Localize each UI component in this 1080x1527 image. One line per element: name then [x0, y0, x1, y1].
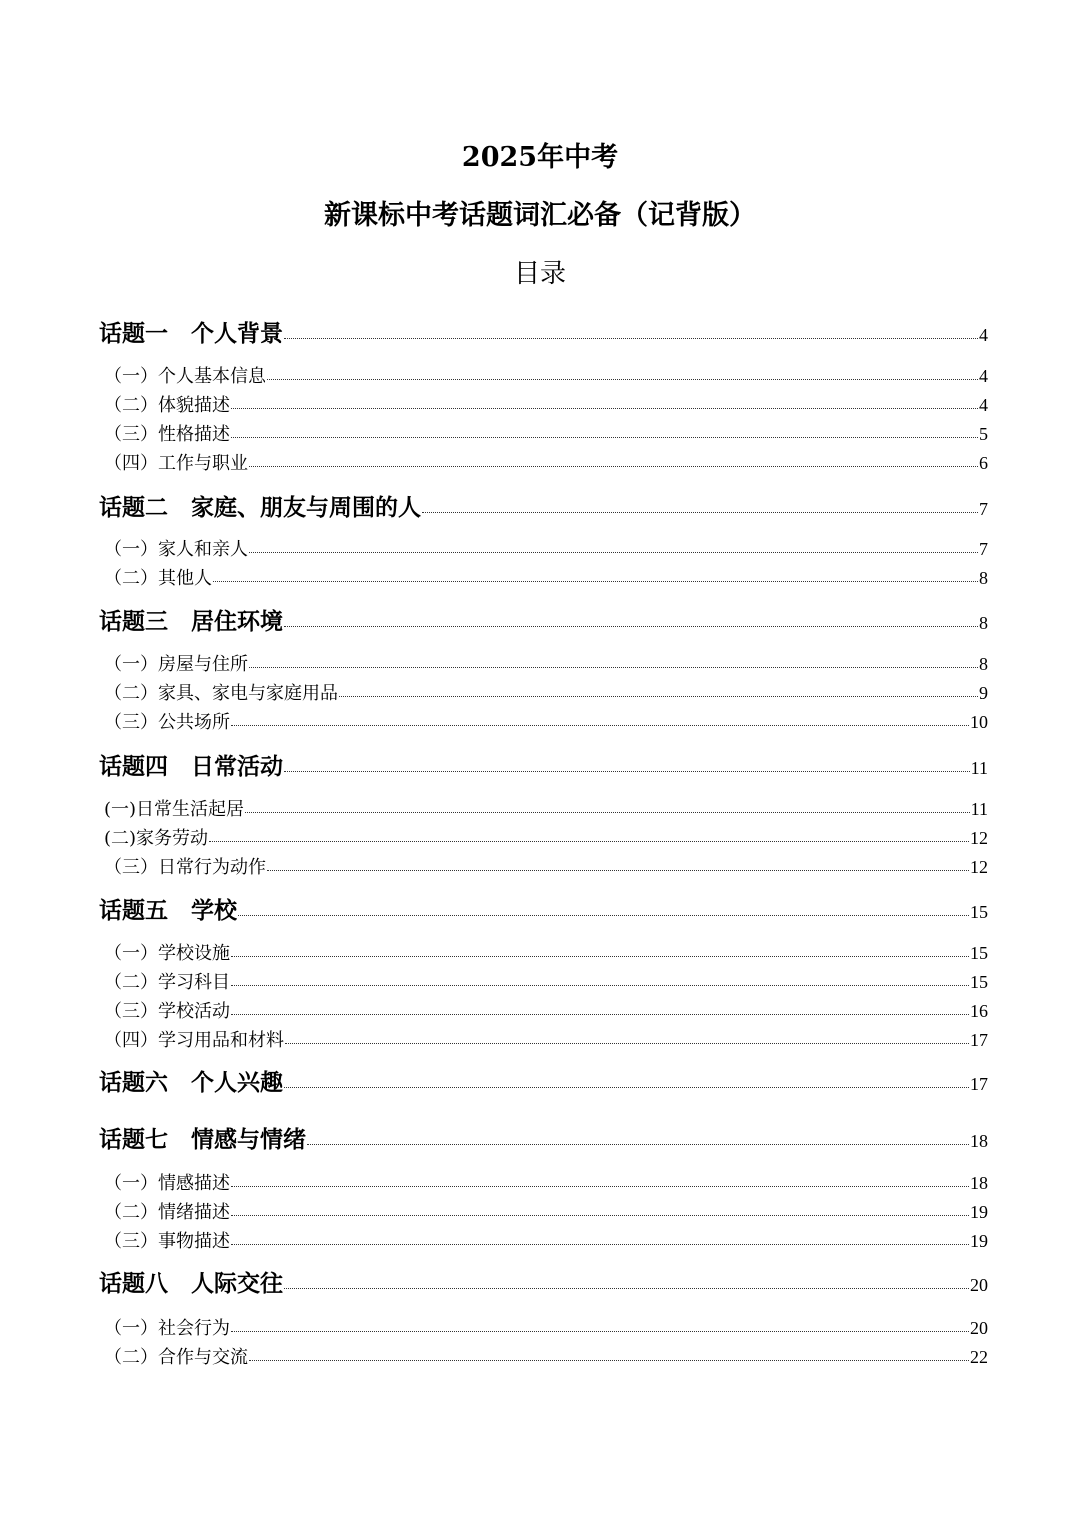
toc-label: 话题二 家庭、朋友与周围的人	[99, 494, 421, 521]
toc-topic-5[interactable]	[99, 892, 988, 928]
toc-leader-dots	[245, 812, 970, 813]
toc-label: （一）社会行为	[104, 1318, 230, 1339]
toc-label: （三）事物描述	[104, 1231, 230, 1252]
toc-page-number: 19	[970, 1231, 988, 1251]
toc-subtopic[interactable]	[104, 708, 988, 734]
toc-page-number: 5	[979, 424, 988, 444]
toc-subtopic[interactable]	[104, 853, 988, 879]
toc-leader-dots	[339, 696, 978, 697]
toc-subtopic[interactable]	[104, 939, 988, 965]
toc-leader-dots	[284, 771, 970, 772]
toc-label: (一)日常生活起居	[104, 799, 245, 820]
toc-page-number: 11	[970, 799, 988, 819]
toc-page-number: 18	[970, 1131, 988, 1151]
toc-page-number: 15	[970, 943, 988, 963]
toc-label: 话题八 人际交往	[99, 1270, 283, 1297]
toc-label: （二）体貌描述	[104, 395, 230, 416]
toc-leader-dots	[213, 581, 978, 582]
toc-label: （三）性格描述	[104, 424, 230, 445]
toc-label: （三）公共场所	[104, 712, 230, 733]
toc-page-number: 4	[979, 325, 988, 345]
toc-page-number: 20	[970, 1318, 988, 1338]
toc-page-number: 9	[979, 683, 988, 703]
toc-topic-1[interactable]	[99, 315, 988, 351]
toc-subtopic[interactable]	[104, 824, 988, 850]
toc-leader-dots	[267, 870, 969, 871]
toc-page-number: 8	[979, 613, 988, 633]
toc-leader-dots	[249, 667, 978, 668]
toc-label: （一）房屋与住所	[104, 654, 248, 675]
toc-label: (二)家务劳动	[104, 828, 209, 849]
toc-label: （二）情绪描述	[104, 1202, 230, 1223]
toc-heading: 目录	[513, 259, 566, 289]
toc-page-number: 12	[970, 828, 988, 848]
toc-page-number: 7	[979, 539, 988, 559]
toc-label: （一）家人和亲人	[104, 539, 248, 560]
toc-subtopic[interactable]	[104, 564, 988, 590]
toc-page-number: 18	[970, 1173, 988, 1193]
toc-topic-6[interactable]	[99, 1064, 988, 1100]
toc-leader-dots	[231, 1331, 969, 1332]
toc-leader-dots	[231, 1014, 969, 1015]
toc-subtopic[interactable]	[104, 535, 988, 561]
toc-topic-8[interactable]	[99, 1265, 988, 1301]
toc-leader-dots	[422, 512, 978, 513]
toc-label: 话题三 居住环境	[99, 608, 283, 635]
toc-leader-dots	[284, 626, 978, 627]
toc-leader-dots	[284, 1087, 969, 1088]
toc-leader-dots	[231, 985, 969, 986]
toc-label: （三）学校活动	[104, 1001, 230, 1022]
toc-label: （四）学习用品和材料	[104, 1030, 284, 1051]
toc-topic-3[interactable]	[99, 603, 988, 639]
toc-leader-dots	[285, 1043, 969, 1044]
toc-page-number: 11	[970, 758, 988, 778]
toc-leader-dots	[307, 1144, 969, 1145]
toc-subtopic[interactable]	[104, 420, 988, 446]
toc-label: 话题一 个人背景	[99, 320, 283, 347]
toc-label: （三）日常行为动作	[104, 857, 266, 878]
toc-subtopic[interactable]	[104, 1198, 988, 1224]
toc-subtopic[interactable]	[104, 362, 988, 388]
toc-subtopic[interactable]	[104, 449, 988, 475]
document-main-title: 新课标中考话题词汇必备（记背版）	[324, 200, 756, 231]
toc-leader-dots	[238, 915, 969, 916]
toc-leader-dots	[284, 338, 978, 339]
toc-page-number: 4	[979, 366, 988, 386]
toc-leader-dots	[249, 552, 978, 553]
toc-subtopic[interactable]	[104, 650, 988, 676]
toc-leader-dots	[231, 437, 978, 438]
toc-leader-dots	[231, 725, 969, 726]
toc-label: （二）学习科目	[104, 972, 230, 993]
toc-leader-dots	[249, 466, 978, 467]
toc-leader-dots	[231, 956, 969, 957]
toc-label: （一）情感描述	[104, 1173, 230, 1194]
toc-leader-dots	[231, 1186, 969, 1187]
toc-page-number: 8	[979, 568, 988, 588]
toc-leader-dots	[209, 841, 969, 842]
toc-page-number: 17	[970, 1030, 988, 1050]
toc-label: 话题四 日常活动	[99, 753, 283, 780]
toc-label: 话题五 学校	[99, 897, 237, 924]
toc-label: 话题六 个人兴趣	[99, 1069, 283, 1096]
toc-label: （一）学校设施	[104, 943, 230, 964]
toc-topic-2[interactable]	[99, 489, 988, 525]
toc-leader-dots	[231, 408, 978, 409]
toc-subtopic[interactable]	[104, 1169, 988, 1195]
toc-subtopic[interactable]	[104, 1026, 988, 1052]
toc-page-number: 8	[979, 654, 988, 674]
toc-page-number: 4	[979, 395, 988, 415]
toc-subtopic[interactable]	[104, 997, 988, 1023]
toc-subtopic[interactable]	[104, 679, 988, 705]
toc-subtopic[interactable]	[104, 795, 988, 821]
toc-leader-dots	[249, 1360, 969, 1361]
toc-leader-dots	[284, 1288, 969, 1289]
toc-topic-7[interactable]	[99, 1121, 988, 1157]
toc-label: （二）家具、家电与家庭用品	[104, 683, 338, 704]
toc-page-number: 10	[970, 712, 988, 732]
toc-label: 话题七 情感与情绪	[99, 1126, 306, 1153]
toc-page-number: 22	[970, 1347, 988, 1367]
toc-label: （四）工作与职业	[104, 453, 248, 474]
toc-label: （二）其他人	[104, 568, 212, 589]
toc-page-number: 6	[979, 453, 988, 473]
toc-leader-dots	[267, 379, 978, 380]
toc-subtopic[interactable]	[104, 391, 988, 417]
toc-page-number: 7	[979, 499, 988, 519]
toc-subtopic[interactable]	[104, 1343, 988, 1369]
toc-leader-dots	[231, 1215, 969, 1216]
toc-page-number: 17	[970, 1074, 988, 1094]
toc-subtopic[interactable]	[104, 968, 988, 994]
toc-page-number: 15	[970, 972, 988, 992]
toc-page-number: 20	[970, 1275, 988, 1295]
document-year-title: 2025年中考	[461, 142, 619, 173]
toc-leader-dots	[231, 1244, 969, 1245]
toc-topic-4[interactable]	[99, 748, 988, 784]
toc-page-number: 16	[970, 1001, 988, 1021]
toc-subtopic[interactable]	[104, 1227, 988, 1253]
toc-label: （二）合作与交流	[104, 1347, 248, 1368]
toc-page-number: 12	[970, 857, 988, 877]
toc-page-number: 15	[970, 902, 988, 922]
toc-label: （一）个人基本信息	[104, 366, 266, 387]
toc-subtopic[interactable]	[104, 1314, 988, 1340]
toc-page-number: 19	[970, 1202, 988, 1222]
